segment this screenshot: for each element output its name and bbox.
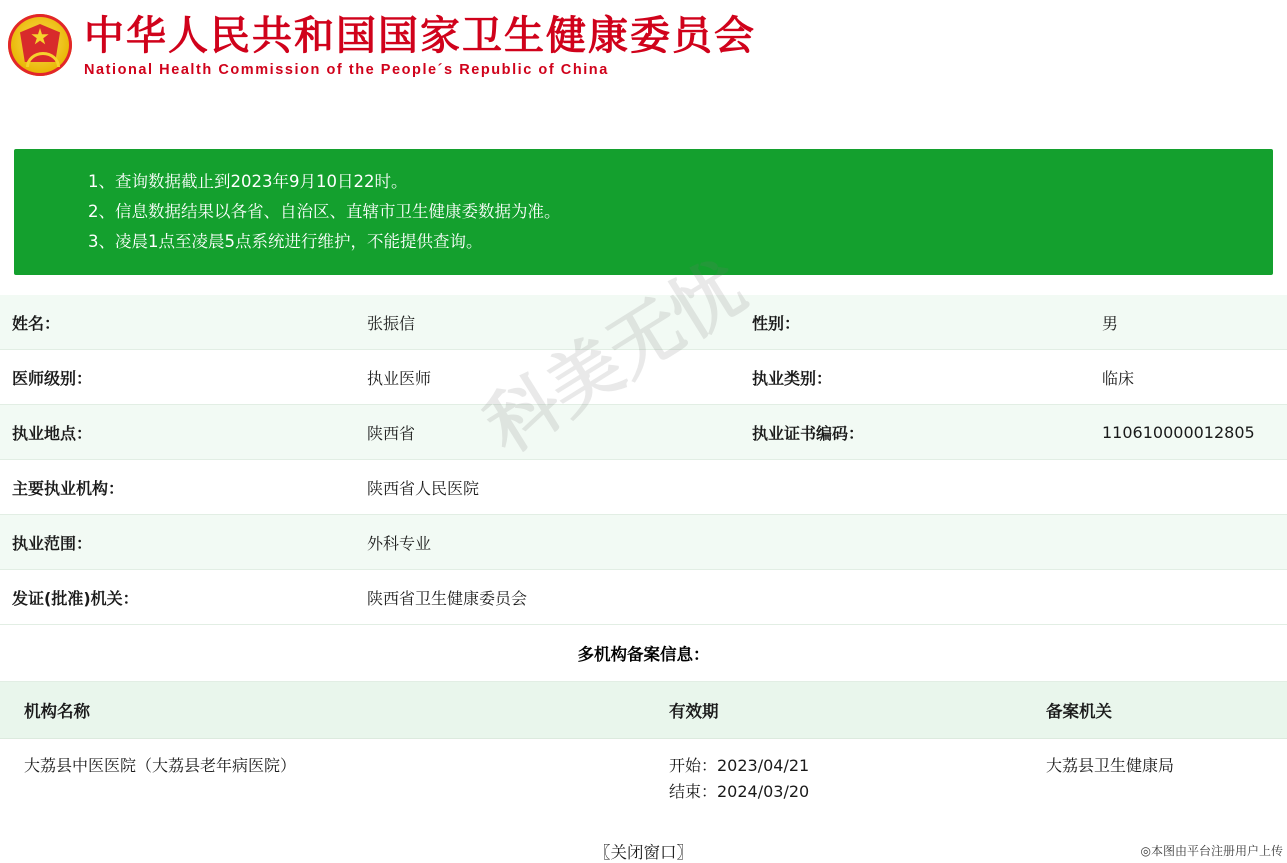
cell-institution-name: 大荔县中医医院（大荔县老年病医院） [0,739,645,822]
site-header [0,0,862,91]
column-header-valid-period: 有效期 [645,682,1022,739]
notice-line-3: 3、凌晨1点至凌晨5点系统进行维护，不能提供查询。 [88,232,483,251]
field-label-gender: 性别： [740,295,1098,350]
notice-line-1: 1、查询数据截止到2023年9月10日22时。 [88,172,408,191]
table-row [0,350,1287,405]
field-label-name: 姓名： [0,295,365,350]
filing-record-table [0,682,1287,821]
table-row [0,295,1287,350]
field-label-license-number: 执业证书编码： [740,405,1098,460]
header-title-en: National Health Commission of the People´s Republic of China [84,62,609,78]
field-label-practice-category: 执业类别： [740,350,1098,405]
notice-box [14,149,1273,275]
field-value-practice-category: 临床 [1098,350,1287,405]
column-header-institution: 机构名称 [0,682,645,739]
national-emblem-icon [4,8,78,82]
field-label-main-institution: 主要执业机构： [0,460,365,515]
section-title-row [0,625,1287,682]
field-value-license-number: 110610000012805 [1098,405,1287,460]
field-value-gender: 男 [1098,295,1287,350]
table-row [0,570,1287,625]
field-value-practice-scope: 外科专业 [365,515,1287,570]
watermark-corner: ◎本图由平台注册用户上传 [1140,844,1283,858]
field-label-practice-location: 执业地点： [0,405,365,460]
notice-line-2: 2、信息数据结果以各省、自治区、直辖市卫生健康委数据为准。 [88,202,561,221]
field-value-doctor-level: 执业医师 [365,350,740,405]
close-window-link[interactable]: 〖关闭窗口〗 [594,843,693,862]
field-value-issuing-authority: 陕西省卫生健康委员会 [365,570,1287,625]
table-row [0,739,1287,822]
field-label-issuing-authority: 发证(批准)机关： [0,570,365,625]
column-header-filing-authority: 备案机关 [1022,682,1287,739]
valid-start-text: 开始：2023/04/21 [669,756,810,775]
field-label-practice-scope: 执业范围： [0,515,365,570]
table-row [0,460,1287,515]
field-value-practice-location: 陕西省 [365,405,740,460]
doctor-info-table [0,295,1287,682]
table-header-row [0,682,1287,739]
section-title-multi-institution: 多机构备案信息： [0,625,1287,682]
header-title-block [84,10,756,80]
cell-filing-authority: 大荔县卫生健康局 [1022,739,1287,822]
header-title-cn: 中华人民共和国国家卫生健康委员会 [84,13,756,59]
field-value-main-institution: 陕西省人民医院 [365,460,1287,515]
table-row [0,405,1287,460]
table-row [0,515,1287,570]
valid-end-text: 结束：2024/03/20 [669,782,810,801]
field-value-name: 张振信 [365,295,740,350]
field-label-doctor-level: 医师级别： [0,350,365,405]
cell-valid-period [645,739,1022,822]
